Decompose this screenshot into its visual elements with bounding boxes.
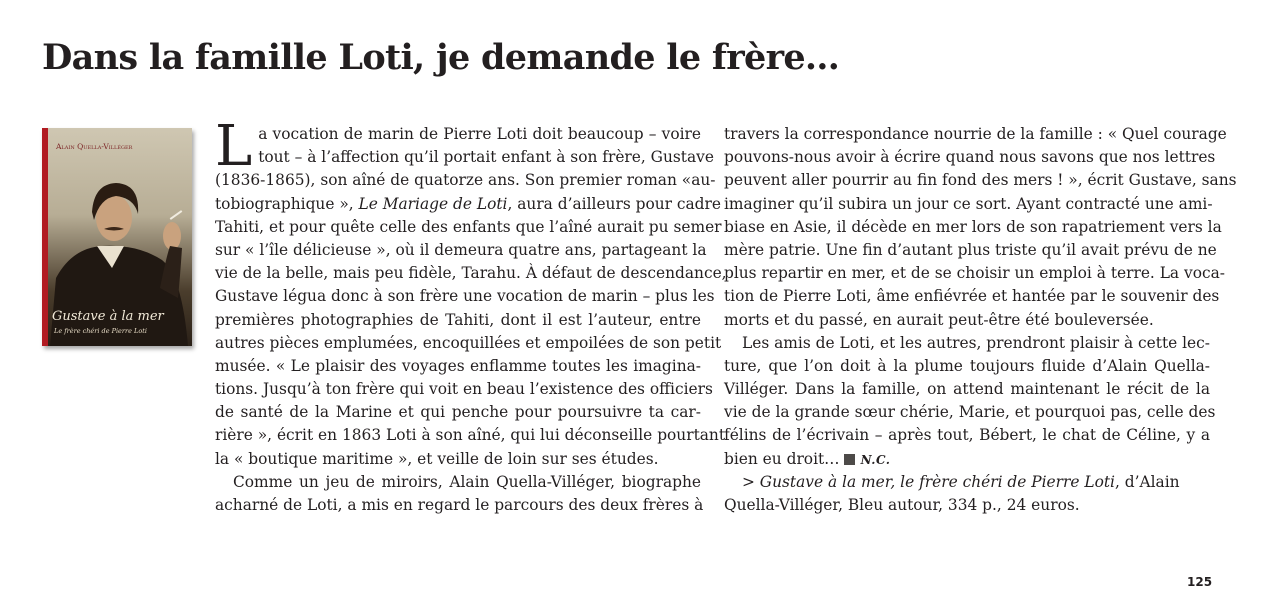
- text-line: Comme un jeu de miroirs, Alain Quella-Villéger, biographe: [233, 472, 701, 491]
- text-line: musée. « Le plaisir des voyages enflamme toutes les imagina-: [215, 356, 701, 375]
- book-reference: [724, 471, 1210, 517]
- text-line: Gustave légua donc à son frère une vocation de marin – plus les: [215, 287, 715, 306]
- text-line: (1836-1865), son aîné de quatorze ans. Son premier roman «au-: [215, 171, 716, 190]
- article-column-left: [215, 114, 727, 517]
- text-line: tions. Jusqu’à ton frère qui voit en beau l’existence des officiers: [215, 380, 713, 399]
- text-line: premières photographies de Tahiti, dont il est l’auteur, entre: [215, 310, 701, 329]
- article-title: Dans la famille Loti, je demande le frère…: [42, 37, 840, 78]
- article-column-right: [724, 123, 1237, 517]
- book-cover-image: [42, 128, 192, 346]
- paragraph-2: [215, 471, 704, 517]
- text-line: Villéger. Dans la famille, on attend maintenant le récit de la: [724, 380, 1210, 399]
- end-square-icon: [844, 454, 855, 465]
- text-line: vie de la belle, mais peu fidèle, Tarahu. À défaut de descendance,: [215, 264, 727, 283]
- page-number: 125: [1187, 575, 1213, 589]
- text-line: rière », écrit en 1863 Loti à son aîné, qui lui déconseille pourtant: [215, 426, 726, 445]
- text-line: tion de Pierre Loti, âme enfiévrée et hantée par le souvenir des: [724, 287, 1220, 306]
- text-line: peuvent aller pourrir au fin fond des mers ! », écrit Gustave, sans: [724, 171, 1237, 190]
- cover-title: Gustave à la mer: [52, 309, 164, 324]
- text-line: la « boutique maritime », et veille de loin sur ses études.: [215, 449, 659, 468]
- text-line: tobiographique », Le Mariage de Loti, aura d’ailleurs pour cadre: [215, 194, 721, 213]
- text-line: mère patrie. Une fin d’autant plus triste qu’il avait prévu de ne: [724, 240, 1217, 259]
- text-line: ture, que l’on doit à la plume toujours fluide d’Alain Quella-: [724, 356, 1210, 375]
- text-line: Tahiti, et pour quête celle des enfants que l’aîné aurait pu semer: [215, 217, 722, 236]
- text-line: félins de l’écrivain – après tout, Bébert, le chat de Céline, y a: [724, 426, 1210, 445]
- cover-subtitle: Le frère chéri de Pierre Loti: [54, 327, 147, 335]
- text-line: autres pièces emplumées, encoquillées et empoilées de son petit: [215, 333, 722, 352]
- text-line: acharné de Loti, a mis en regard le parcours des deux frères à: [215, 496, 704, 514]
- book-title-italic: Le Mariage de Loti: [358, 194, 508, 213]
- text-line: a vocation de marin de Pierre Loti doit beaucoup – voire: [258, 125, 701, 143]
- text-line: biase en Asie, il décède en mer lors de son rapatriement vers la: [724, 217, 1222, 236]
- drop-cap: L: [215, 114, 253, 179]
- text-line: bien eu droit… N.C.: [724, 449, 891, 468]
- text-line: Les amis de Loti, et les autres, prendront plaisir à cette lec-: [742, 333, 1210, 352]
- reference-book-title: Gustave à la mer, le frère chéri de Pierre Loti: [759, 472, 1115, 491]
- cover-author: Alain Quella-Villéger: [56, 142, 133, 151]
- text-line: plus repartir en mer, et de se choisir un emploi à terre. La voca-: [724, 264, 1225, 283]
- paragraph-2-continued: [724, 123, 1237, 332]
- text-line: Quella-Villéger, Bleu autour, 334 p., 24 euros.: [724, 496, 1080, 514]
- text-line: imaginer qu’il subira un jour ce sort. Ayant contracté une ami-: [724, 194, 1213, 213]
- text-line: > Gustave à la mer, le frère chéri de Pierre Loti, d’Alain: [742, 472, 1180, 491]
- text-line: sur « l’île délicieuse », où il demeura quatre ans, partageant la: [215, 240, 707, 259]
- text-line: tout – à l’affection qu’il portait enfant à son frère, Gustave: [258, 148, 714, 167]
- paragraph-3: [724, 332, 1216, 471]
- text-line: morts et du passé, en aurait peut-être été bouleversée.: [724, 310, 1154, 329]
- text-line: pouvons-nous avoir à écrire quand nous savons que nos lettres: [724, 148, 1216, 167]
- paragraph-1: [215, 114, 727, 471]
- text-line: de santé de la Marine et qui penche pour poursuivre ta car-: [215, 403, 701, 422]
- text-line: travers la correspondance nourrie de la famille : « Quel courage: [724, 125, 1227, 143]
- author-signature: N.C.: [860, 452, 891, 467]
- text-line: vie de la grande sœur chérie, Marie, et pourquoi pas, celle des: [724, 403, 1216, 422]
